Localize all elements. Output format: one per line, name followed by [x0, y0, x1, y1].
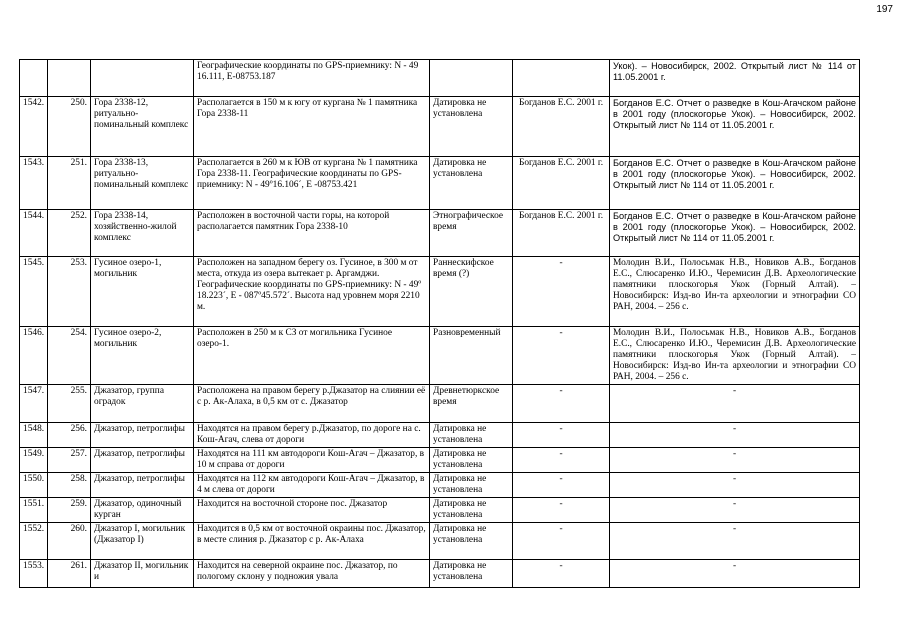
cell-author: -	[513, 327, 610, 385]
cell-lit: Богданов Е.С. Отчет о разведке в Кош-Агачском районе в 2001 году (плоскогорье Укок). – Новосибирск, 2002. Открытый лист № 114 от 11.05.2001 г.	[610, 97, 860, 157]
cell-desc: Находятся на 111 км автодороги Кош-Агач – Джазатор, в 10 м справа от дороги	[194, 448, 430, 473]
table-row	[20, 327, 860, 385]
table-row	[20, 423, 860, 448]
table-row	[20, 385, 860, 423]
cell-date: Датировка не установлена	[430, 157, 513, 210]
cell-date: Разновременный	[430, 327, 513, 385]
cell-n2: 260.	[48, 523, 91, 560]
cell-desc: Расположен на западном берегу оз. Гусиное, в 300 м от места, откуда из озера вытекает р. Аргамджи. Географические координаты по GPS-приемнику: N - 49º 18.223´, E - 087º45.572´. Высота над уровнем моря 2210 м.	[194, 257, 430, 327]
cell-author: -	[513, 523, 610, 560]
cell-n2: 257.	[48, 448, 91, 473]
table-row	[20, 523, 860, 560]
cell-name: Гора 2338-12, ритуально-поминальный комплекс	[91, 97, 194, 157]
page-number: 197	[876, 4, 893, 15]
cell-n1: 1546.	[20, 327, 48, 385]
cell-date: Датировка не установлена	[430, 498, 513, 523]
cell-n2: 250.	[48, 97, 91, 157]
cell-name: Джазатор, петроглифы	[91, 448, 194, 473]
cell-name: Гора 2338-13, ритуально-поминальный комплекс	[91, 157, 194, 210]
cell-desc: Расположен в восточной части горы, на которой располагается памятник Гора 2338-10	[194, 210, 430, 257]
cell-name: Джазатор, одиночный курган	[91, 498, 194, 523]
cell-n2: 254.	[48, 327, 91, 385]
cell-author: Богданов Е.С. 2001 г.	[513, 97, 610, 157]
cell-desc: Находится на восточной стороне пос. Джазатор	[194, 498, 430, 523]
cell-lit: -	[610, 523, 860, 560]
cell-n1: 1549.	[20, 448, 48, 473]
cell-name: Джазатор, группа оградок	[91, 385, 194, 423]
cell-date: Этнографическое время	[430, 210, 513, 257]
cell-n1: 1544.	[20, 210, 48, 257]
cell-author: -	[513, 423, 610, 448]
cell-n1	[20, 60, 48, 97]
cell-n1: 1550.	[20, 473, 48, 498]
cell-desc: Расположена на правом берегу р.Джазатор на слиянии её с р. Ак-Алаха, в 0,5 км от с. Джазатор	[194, 385, 430, 423]
cell-lit: Богданов Е.С. Отчет о разведке в Кош-Агачском районе в 2001 году (плоскогорье Укок). – Новосибирск, 2002. Открытый лист № 114 от 11.05.2001 г.	[610, 210, 860, 257]
cell-lit: Молодин В.И., Полосьмак Н.В., Новиков А.В., Богданов Е.С., Слюсаренко И.Ю., Черемисин Д.В. Археологические памятники плоскогорья Укок (Горный Алтай). – Новосибирск: Изд-во Ин-та археологии и этнографии СО РАН, 2004. – 256 с.	[610, 327, 860, 385]
cell-n1: 1553.	[20, 560, 48, 588]
cell-author: -	[513, 448, 610, 473]
cell-date: Датировка не установлена	[430, 448, 513, 473]
cell-date: Датировка не установлена	[430, 523, 513, 560]
table-row	[20, 257, 860, 327]
cell-date: Датировка не установлена	[430, 97, 513, 157]
cell-lit: -	[610, 448, 860, 473]
cell-n1: 1547.	[20, 385, 48, 423]
monuments-table	[19, 59, 860, 588]
cell-lit: -	[610, 473, 860, 498]
cell-lit: -	[610, 385, 860, 423]
cell-author	[513, 60, 610, 97]
cell-n1: 1548.	[20, 423, 48, 448]
cell-name: Джазатор, петроглифы	[91, 473, 194, 498]
cell-name: Гусиное озеро-2, могильник	[91, 327, 194, 385]
cell-lit: -	[610, 423, 860, 448]
cell-n1: 1543.	[20, 157, 48, 210]
cell-desc: Располагается в 260 м к ЮВ от кургана № 1 памятника Гора 2338-11. Географические координаты по GPS-приемнику: N - 49º16.106´, E -08753.421	[194, 157, 430, 210]
cell-n2: 261.	[48, 560, 91, 588]
cell-author: -	[513, 498, 610, 523]
table-row	[20, 210, 860, 257]
cell-desc: Находятся на правом берегу р.Джазатор, по дороге на с. Кош-Агач, слева от дороги	[194, 423, 430, 448]
cell-name: Джазатор, петроглифы	[91, 423, 194, 448]
cell-n2: 259.	[48, 498, 91, 523]
table-row	[20, 498, 860, 523]
cell-name: Джазатор II, могильник и	[91, 560, 194, 588]
cell-desc: Находится на северной окраине пос. Джазатор, по пологому склону у подножия увала	[194, 560, 430, 588]
cell-n2: 255.	[48, 385, 91, 423]
cell-author: Богданов Е.С. 2001 г.	[513, 157, 610, 210]
table-row	[20, 473, 860, 498]
cell-author: -	[513, 560, 610, 588]
cell-n1: 1542.	[20, 97, 48, 157]
cell-n1: 1545.	[20, 257, 48, 327]
cell-date: Датировка не установлена	[430, 473, 513, 498]
cell-n1: 1551.	[20, 498, 48, 523]
cell-name	[91, 60, 194, 97]
cell-desc: Находится в 0,5 км от восточной окраины пос. Джазатор, в месте слиния р. Джазатор с р. Ак-Алаха	[194, 523, 430, 560]
cell-n2: 258.	[48, 473, 91, 498]
cell-date: Датировка не установлена	[430, 560, 513, 588]
table-row	[20, 560, 860, 588]
cell-lit: -	[610, 498, 860, 523]
table-row	[20, 97, 860, 157]
cell-n1: 1552.	[20, 523, 48, 560]
cell-date: Раннескифское время (?)	[430, 257, 513, 327]
table-row	[20, 157, 860, 210]
cell-n2: 256.	[48, 423, 91, 448]
cell-lit: -	[610, 560, 860, 588]
cell-name: Джазатор I, могильник (Джазатор I)	[91, 523, 194, 560]
cell-lit: Молодин В.И., Полосьмак Н.В., Новиков А.В., Богданов Е.С., Слюсаренко И.Ю., Черемисин Д.В. Археологические памятники плоскогорья Укок (Горный Алтай). – Новосибирск: Изд-во Ин-та археологии и этнографии СО РАН, 2004. – 256 с.	[610, 257, 860, 327]
cell-name: Гусиное озеро-1, могильник	[91, 257, 194, 327]
cell-desc: Находятся на 112 км автодороги Кош-Агач – Джазатор, в 4 м слева от дороги	[194, 473, 430, 498]
cell-n2: 253.	[48, 257, 91, 327]
table-row	[20, 60, 860, 97]
cell-n2	[48, 60, 91, 97]
cell-n2: 252.	[48, 210, 91, 257]
cell-author: -	[513, 257, 610, 327]
cell-author: Богданов Е.С. 2001 г.	[513, 210, 610, 257]
cell-author: -	[513, 473, 610, 498]
cell-date: Датировка не установлена	[430, 423, 513, 448]
cell-author: -	[513, 385, 610, 423]
cell-desc: Расположен в 250 м к СЗ от могильника Гусиное озеро-1.	[194, 327, 430, 385]
table-row	[20, 448, 860, 473]
cell-date: Древнетюркское время	[430, 385, 513, 423]
cell-desc: Располагается в 150 м к югу от кургана № 1 памятника Гора 2338-11	[194, 97, 430, 157]
cell-name: Гора 2338-14, хозяйственно-жилой комплекс	[91, 210, 194, 257]
cell-n2: 251.	[48, 157, 91, 210]
cell-lit: Богданов Е.С. Отчет о разведке в Кош-Агачском районе в 2001 году (плоскогорье Укок). – Новосибирск, 2002. Открытый лист № 114 от 11.05.2001 г.	[610, 157, 860, 210]
cell-date	[430, 60, 513, 97]
cell-lit: Укок). – Новосибирск, 2002. Открытый лист № 114 от 11.05.2001 г.	[610, 60, 860, 97]
cell-desc: Географические координаты по GPS-приемнику: N - 49 16.111, E-08753.187	[194, 60, 430, 97]
